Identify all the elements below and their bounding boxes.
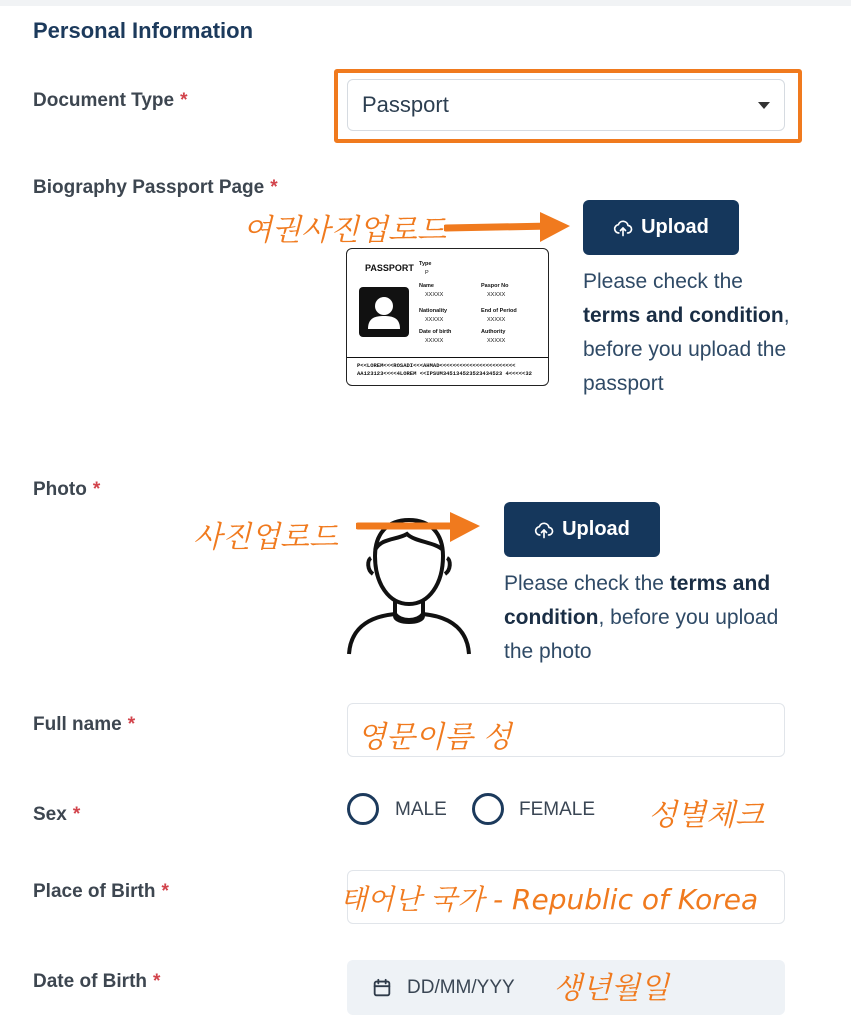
annotation-full-name: 영문이름 성	[357, 720, 512, 755]
terms-link[interactable]: terms and condition	[583, 304, 784, 327]
terms-link[interactable]: terms and condition	[504, 572, 771, 629]
place-of-birth-label: Place of Birth *	[33, 881, 169, 902]
annotation-place-of-birth: 태어난 국가 - Republic of Korea	[340, 883, 759, 916]
annotation-date-of-birth: 생년월일	[553, 971, 669, 1006]
document-type-select[interactable]	[347, 79, 785, 131]
caret-down-icon	[758, 102, 770, 109]
passport-mrz: P<<LOREM<<<ROSADI<<<AHMAD<<<<<<<<<<<<<<<<<<<<<<< AA123123<<<<4LOREM <<IPSUM345134523523434523 4<<<<<32	[347, 357, 548, 378]
document-type-label: Document Type *	[33, 90, 188, 111]
sex-label: Sex *	[33, 804, 81, 825]
document-type-value: Passport	[362, 92, 449, 117]
person-icon	[359, 287, 409, 337]
annotation-sex: 성별체크	[648, 798, 764, 833]
annotation-passport-upload: 여권사진업로드	[243, 213, 446, 248]
photo-label: Photo *	[33, 479, 101, 500]
male-label[interactable]: MALE	[395, 799, 447, 820]
passport-sample-image: PASSPORT Type P Name XXXXX Paspor No XXXXX Nationality XXXXX End of Period XXXXX Date of birth XXXXX Authority XXXXX P<<LOREM<<<ROSADI<<<AHMAD<<<<<<<<<<<<<<<<<<<<<<< AA123123<<<<4LOREM <<IPSUM345134523523434523 4<<<<<32	[346, 248, 549, 386]
female-radio[interactable]	[472, 793, 504, 825]
date-placeholder: DD/MM/YYY	[407, 976, 515, 998]
annotation-arrow-icon	[444, 206, 574, 246]
passport-help-text: Please check the terms and condition, before you upload the passport	[583, 270, 790, 395]
cloud-upload-icon	[613, 218, 633, 238]
photo-upload-button[interactable]: Upload	[504, 502, 660, 557]
female-label[interactable]: FEMALE	[519, 799, 596, 820]
photo-help-text: Please check the terms and condition, before you upload the photo	[504, 572, 779, 663]
date-of-birth-label: Date of Birth *	[33, 971, 161, 992]
passport-upload-button[interactable]: Upload	[583, 200, 739, 255]
biography-label: Biography Passport Page *	[33, 177, 278, 198]
section-title: Personal Information	[33, 18, 254, 43]
calendar-icon	[371, 977, 393, 999]
annotation-photo-upload: 사진업로드	[193, 520, 338, 555]
top-bar	[0, 0, 851, 6]
full-name-label: Full name *	[33, 714, 136, 735]
male-radio[interactable]	[347, 793, 379, 825]
cloud-upload-icon	[534, 520, 554, 540]
annotation-arrow-icon	[356, 508, 484, 548]
